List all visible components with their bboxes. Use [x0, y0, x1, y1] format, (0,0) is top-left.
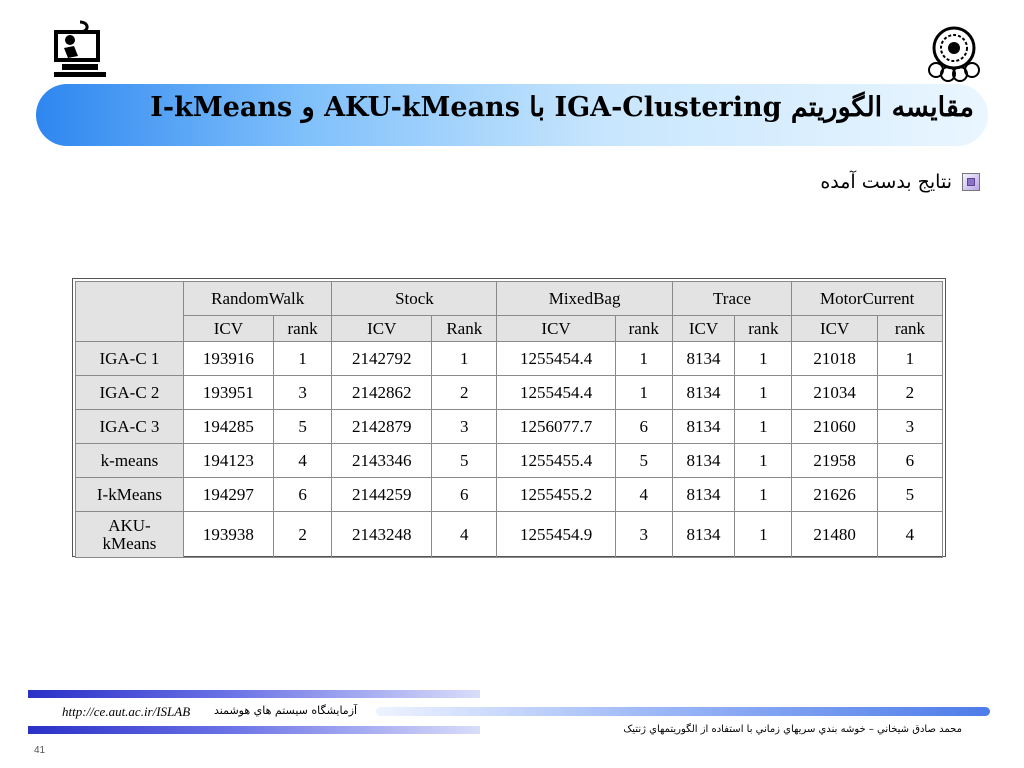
icv-cell: 1256077.7 — [497, 410, 615, 444]
rank-cell: 1 — [735, 444, 792, 478]
bullet-text: نتايج بدست آمده — [820, 171, 952, 193]
rank-cell: 6 — [877, 444, 942, 478]
row-label: IGA-C 1 — [76, 342, 184, 376]
footer-bar-right — [376, 707, 990, 716]
icv-cell: 194297 — [183, 478, 273, 512]
rank-cell: 5 — [615, 444, 672, 478]
metric-header: rank — [877, 316, 942, 342]
icv-cell: 8134 — [672, 478, 735, 512]
rank-cell: 5 — [432, 444, 497, 478]
table-row — [76, 444, 943, 478]
rank-cell: 1 — [735, 410, 792, 444]
icv-cell: 2143346 — [332, 444, 432, 478]
rank-cell: 4 — [877, 512, 942, 558]
table-row — [76, 376, 943, 410]
rank-cell: 4 — [273, 444, 332, 478]
row-label: IGA-C 2 — [76, 376, 184, 410]
rank-cell: 1 — [735, 342, 792, 376]
dataset-header: RandomWalk — [183, 282, 332, 316]
rank-cell: 1 — [615, 342, 672, 376]
icv-cell: 1255454.4 — [497, 342, 615, 376]
row-label: I-kMeans — [76, 478, 184, 512]
row-label-line: kMeans — [102, 533, 157, 553]
rank-cell: 3 — [273, 376, 332, 410]
rank-cell: 3 — [877, 410, 942, 444]
page-number: 41 — [34, 745, 46, 756]
metric-header: ICV — [792, 316, 877, 342]
row-label — [76, 512, 184, 558]
metric-header: rank — [273, 316, 332, 342]
icv-cell: 21480 — [792, 512, 877, 558]
icv-cell: 8134 — [672, 376, 735, 410]
icv-cell: 1255454.4 — [497, 376, 615, 410]
row-label: k-means — [76, 444, 184, 478]
icv-cell: 1255455.2 — [497, 478, 615, 512]
rank-cell: 1 — [432, 342, 497, 376]
row-label-line: AKU- — [108, 515, 151, 535]
icv-cell: 21034 — [792, 376, 877, 410]
icv-cell: 1255455.4 — [497, 444, 615, 478]
metric-header: ICV — [183, 316, 273, 342]
row-label: IGA-C 3 — [76, 410, 184, 444]
title-bar — [36, 84, 988, 146]
table-row — [76, 478, 943, 512]
footer-bar-top — [28, 690, 480, 698]
slide-title: مقایسه الگوریتم IGA-Clustering با AKU-kMeans و I-kMeans — [150, 92, 974, 123]
rank-cell: 6 — [615, 410, 672, 444]
bullet-point — [820, 171, 980, 193]
rank-cell: 5 — [877, 478, 942, 512]
rank-cell: 1 — [735, 512, 792, 558]
rank-cell: 6 — [273, 478, 332, 512]
icv-cell: 8134 — [672, 410, 735, 444]
rank-cell: 3 — [615, 512, 672, 558]
table-row — [76, 512, 943, 558]
table-row — [76, 342, 943, 376]
rank-cell: 1 — [615, 376, 672, 410]
footer-bar-bottom — [28, 726, 480, 734]
university-seal-icon — [924, 24, 984, 82]
metric-header: rank — [735, 316, 792, 342]
icv-cell: 21018 — [792, 342, 877, 376]
corner-header-cell — [76, 282, 184, 342]
dataset-header: Trace — [672, 282, 792, 316]
footer-author: محمد صادق شيخاني – خوشه بندي سريهاي زماني با استفاده از الگوريتمهاي ژنتيک — [623, 724, 962, 735]
rank-cell: 3 — [432, 410, 497, 444]
icv-cell: 2142879 — [332, 410, 432, 444]
results-table-frame — [72, 278, 946, 557]
icv-cell: 8134 — [672, 444, 735, 478]
dataset-header: Stock — [332, 282, 497, 316]
icv-cell: 21626 — [792, 478, 877, 512]
icv-cell: 2144259 — [332, 478, 432, 512]
footer-url-link[interactable]: http://ce.aut.ac.ir/ISLAB — [62, 704, 191, 719]
table-row — [76, 410, 943, 444]
icv-cell: 193938 — [183, 512, 273, 558]
metric-header: ICV — [332, 316, 432, 342]
icv-cell: 2142862 — [332, 376, 432, 410]
rank-cell: 2 — [432, 376, 497, 410]
dataset-header: MotorCurrent — [792, 282, 943, 316]
dataset-header-row — [76, 282, 943, 316]
rank-cell: 1 — [273, 342, 332, 376]
metric-header: ICV — [672, 316, 735, 342]
rank-cell: 1 — [735, 376, 792, 410]
rank-cell: 4 — [432, 512, 497, 558]
icv-cell: 8134 — [672, 512, 735, 558]
icv-cell: 2142792 — [332, 342, 432, 376]
rank-cell: 5 — [273, 410, 332, 444]
lab-logo-icon — [52, 20, 108, 78]
metric-header: ICV — [497, 316, 615, 342]
metric-header: Rank — [432, 316, 497, 342]
rank-cell: 2 — [273, 512, 332, 558]
icv-cell: 8134 — [672, 342, 735, 376]
footer-lab-name: آزمايشگاه سيستم هاي هوشمند — [214, 704, 358, 717]
icv-cell: 2143248 — [332, 512, 432, 558]
icv-cell: 194285 — [183, 410, 273, 444]
icv-cell: 21958 — [792, 444, 877, 478]
results-table — [75, 281, 943, 558]
rank-cell: 4 — [615, 478, 672, 512]
rank-cell: 2 — [877, 376, 942, 410]
rank-cell: 1 — [735, 478, 792, 512]
rank-cell: 6 — [432, 478, 497, 512]
metric-header: rank — [615, 316, 672, 342]
dataset-header: MixedBag — [497, 282, 672, 316]
square-bullet-icon — [962, 173, 980, 191]
rank-cell: 1 — [877, 342, 942, 376]
metric-header-row — [76, 316, 943, 342]
icv-cell: 21060 — [792, 410, 877, 444]
icv-cell: 193951 — [183, 376, 273, 410]
icv-cell: 1255454.9 — [497, 512, 615, 558]
icv-cell: 194123 — [183, 444, 273, 478]
icv-cell: 193916 — [183, 342, 273, 376]
